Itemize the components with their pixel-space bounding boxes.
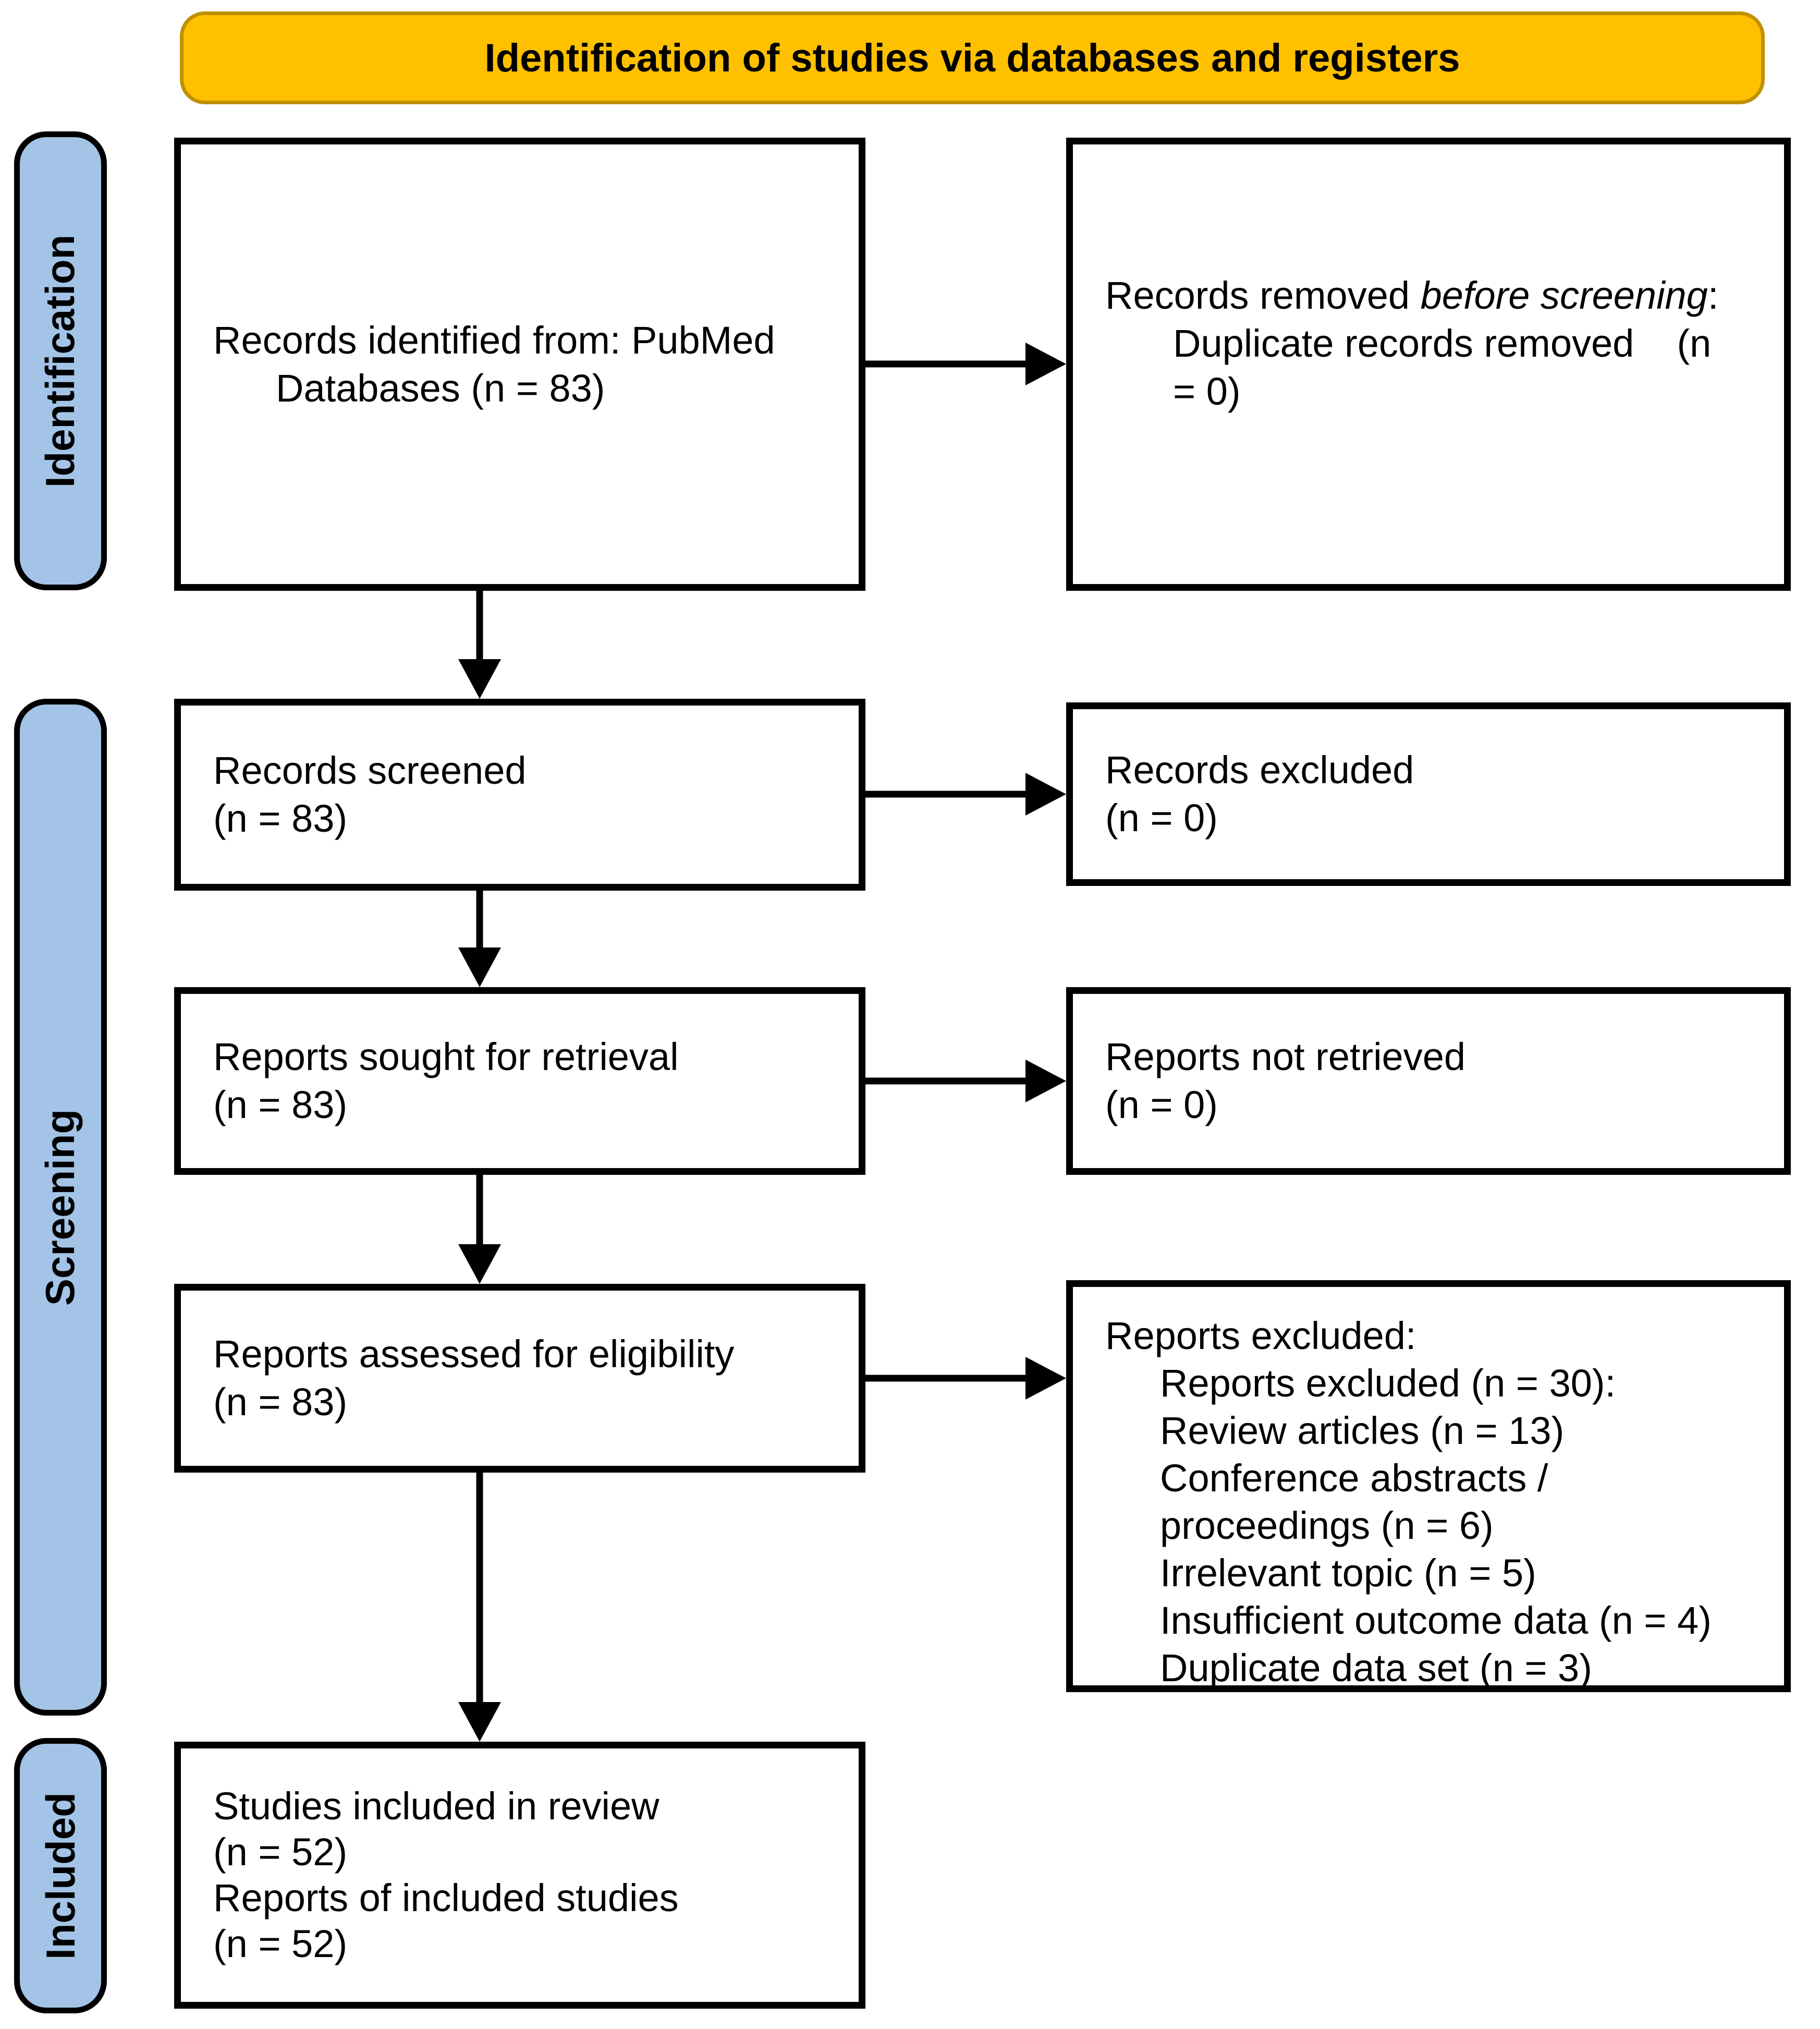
arrow-down-assessed-to-included: [458, 1473, 502, 1742]
box-records-identified: [174, 138, 865, 591]
box-line: (n = 0): [1105, 1083, 1218, 1126]
arrow-down-identified-to-screened: [458, 591, 502, 699]
stage-label-included: [14, 1738, 107, 2013]
box-line: Records screened: [213, 749, 527, 792]
box-line: (n = 83): [213, 797, 348, 840]
text-run-italic: before screening: [1420, 273, 1708, 317]
exclusion-item: Conference abstracts / proceedings (n = 6): [1160, 1456, 1559, 1547]
stage-label-included-text: Included: [37, 1792, 83, 1960]
exclusion-item: Duplicate data set (n = 3): [1160, 1646, 1592, 1690]
box-line: (n = 52): [213, 1922, 348, 1965]
arrow-shaft: [865, 791, 1029, 798]
arrow-down-sought-to-assessed: [458, 1175, 502, 1284]
exclusion-item: Reports excluded (n = 30):: [1160, 1362, 1616, 1405]
arrow-shaft: [865, 1078, 1029, 1085]
box-reports-excluded-details: [1066, 1280, 1791, 1692]
stage-label-screening: [14, 699, 107, 1716]
arrow-shaft: [865, 1375, 1029, 1382]
box-line: Reports sought for retrieval: [213, 1035, 679, 1078]
stage-label-screening-text: Screening: [37, 1109, 83, 1306]
arrow-down-head-icon: [458, 1244, 501, 1284]
exclusion-item: Review articles (n = 13): [1160, 1409, 1565, 1452]
arrow-shaft: [477, 1175, 483, 1247]
box-line: (n = 83): [213, 1083, 348, 1126]
box-line: Studies included in review: [213, 1784, 659, 1828]
box-line: Reports excluded:: [1105, 1314, 1416, 1357]
stage-label-identification: [14, 131, 107, 590]
exclusion-item: Insufficient outcome data (n = 4): [1160, 1599, 1712, 1642]
arrow-shaft: [477, 1473, 483, 1705]
arrow-right-assessed-to-excluded-details: [865, 1356, 1066, 1400]
arrow-down-head-icon: [458, 947, 501, 987]
arrow-shaft: [477, 591, 483, 662]
arrow-right-screened-to-excluded: [865, 772, 1066, 816]
box-reports-sought: [174, 987, 865, 1175]
box-line: = 0): [1173, 369, 1241, 413]
arrow-down-head-icon: [458, 659, 501, 699]
box-line: (n = 83): [213, 1380, 348, 1424]
box-reports-assessed: [174, 1284, 865, 1473]
arrow-right-head-icon: [1025, 343, 1066, 385]
box-line: (n = 0): [1105, 796, 1218, 840]
arrow-shaft: [865, 361, 1029, 368]
box-line: Reports assessed for eligibility: [213, 1332, 735, 1376]
banner-title: [180, 11, 1765, 104]
box-records-excluded: [1066, 702, 1791, 886]
box-line: Databases (n = 83): [276, 366, 605, 410]
stage-label-identification-text: Identification: [37, 234, 83, 488]
box-line: Records identified from: PubMed: [213, 318, 775, 362]
exclusion-item: Irrelevant topic (n = 5): [1160, 1551, 1536, 1595]
box-line: Duplicate records removed (n: [1173, 321, 1712, 365]
banner-title-text: Identification of studies via databases and registers: [484, 35, 1460, 80]
box-records-removed: [1066, 138, 1791, 591]
arrow-right-head-icon: [1025, 1357, 1066, 1400]
arrow-right-identified-to-removed: [865, 342, 1066, 386]
arrow-right-head-icon: [1025, 773, 1066, 816]
box-line: Reports of included studies: [213, 1876, 679, 1919]
box-line: Records excluded: [1105, 748, 1414, 792]
arrow-right-sought-to-not-retrieved: [865, 1059, 1066, 1103]
text-run: Records removed: [1105, 273, 1421, 317]
arrow-shaft: [477, 891, 483, 951]
arrow-right-head-icon: [1025, 1060, 1066, 1102]
box-line: (n = 52): [213, 1830, 348, 1874]
arrow-down-screened-to-sought: [458, 891, 502, 987]
box-line: Reports not retrieved: [1105, 1035, 1466, 1078]
text-run: :: [1707, 273, 1719, 317]
arrow-down-head-icon: [458, 1702, 501, 1742]
box-records-screened: [174, 699, 865, 891]
box-reports-not-retrieved: [1066, 987, 1791, 1175]
box-line: [1105, 272, 1762, 320]
box-studies-included: [174, 1742, 865, 2009]
